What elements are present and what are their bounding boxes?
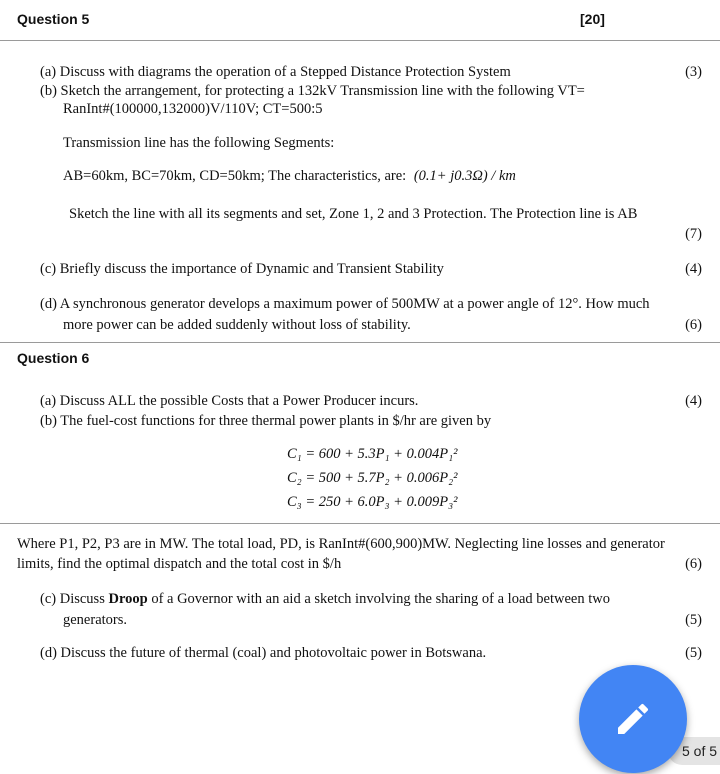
pencil-icon bbox=[613, 699, 653, 739]
q6-c-suffix: of a Governor with an aid a sketch involving the sharing of a load between two bbox=[147, 591, 610, 607]
q5-c-text: (c) Briefly discuss the importance of Dynamic and Transient Stability bbox=[40, 261, 444, 277]
divider-where bbox=[0, 523, 720, 524]
q5-b-segments bbox=[63, 168, 516, 185]
edit-fab-button[interactable] bbox=[579, 665, 687, 773]
question-5-total-marks: [20] bbox=[580, 11, 605, 27]
q5-a-marks: (3) bbox=[685, 64, 702, 80]
q6-a-text: (a) Discuss ALL the possible Costs that a Power Producer incurs. bbox=[40, 393, 419, 409]
q5-d-line1: (d) A synchronous generator develops a maximum power of 500MW at a power angle of 12°. How much bbox=[40, 296, 650, 312]
q5-d-line2: more power can be added suddenly without loss of stability. bbox=[63, 317, 411, 333]
q5-b-line1: (b) Sketch the arrangement, for protecting a 132kV Transmission line with the following VT= bbox=[40, 83, 585, 99]
q5-b-segments-text: AB=60km, BC=70km, CD=50km; The characteristics, are: bbox=[63, 168, 407, 184]
page-indicator: 5 of 5 bbox=[668, 737, 720, 765]
q5-b-sketch-instruction: Sketch the line with all its segments and set, Zone 1, 2 and 3 Protection. The Protection line is AB bbox=[69, 206, 638, 222]
divider-q6 bbox=[0, 342, 720, 343]
q6-d-marks: (5) bbox=[685, 645, 702, 661]
q6-where-marks: (6) bbox=[685, 556, 702, 572]
q5-d-marks: (6) bbox=[685, 317, 702, 333]
q6-d-text: (d) Discuss the future of thermal (coal) and photovoltaic power in Botswana. bbox=[40, 645, 487, 661]
divider-top bbox=[0, 40, 720, 41]
q6-a-marks: (4) bbox=[685, 393, 702, 409]
q5-c-marks: (4) bbox=[685, 261, 702, 277]
q5-b-segments-intro: Transmission line has the following Segments: bbox=[63, 135, 335, 151]
q6-c-line1 bbox=[40, 591, 610, 608]
q5-a-text: (a) Discuss with diagrams the operation of a Stepped Distance Protection System bbox=[40, 64, 511, 80]
q6-c-marks: (5) bbox=[685, 612, 702, 628]
q6-where-line2: limits, find the optimal dispatch and the total cost in $/h bbox=[17, 556, 342, 572]
q5-b-characteristic: (0.1+ j0.3Ω) / km bbox=[413, 168, 516, 184]
cost-equation-2: C₂ = 500 + 5.7P₂ + 0.006P₂² bbox=[287, 470, 458, 486]
q6-where-line1: Where P1, P2, P3 are in MW. The total load, PD, is RanInt#(600,900)MW. Neglecting line losses and generator bbox=[17, 536, 665, 552]
question-5-title: Question 5 bbox=[17, 11, 90, 27]
q6-c-prefix: (c) Discuss bbox=[40, 591, 109, 607]
q6-b-text: (b) The fuel-cost functions for three thermal power plants in $/hr are given by bbox=[40, 413, 492, 429]
q5-b-line2: RanInt#(100000,132000)V/110V; CT=500:5 bbox=[63, 101, 323, 117]
q6-c-bold-droop: Droop bbox=[108, 591, 148, 607]
cost-equation-3: C₃ = 250 + 6.0P₃ + 0.009P₃² bbox=[287, 494, 458, 510]
q5-b-marks: (7) bbox=[685, 226, 702, 242]
cost-equation-1: C₁ = 600 + 5.3P₁ + 0.004P₁² bbox=[287, 446, 458, 462]
question-6-title: Question 6 bbox=[17, 350, 90, 366]
q6-c-line2: generators. bbox=[63, 612, 128, 628]
